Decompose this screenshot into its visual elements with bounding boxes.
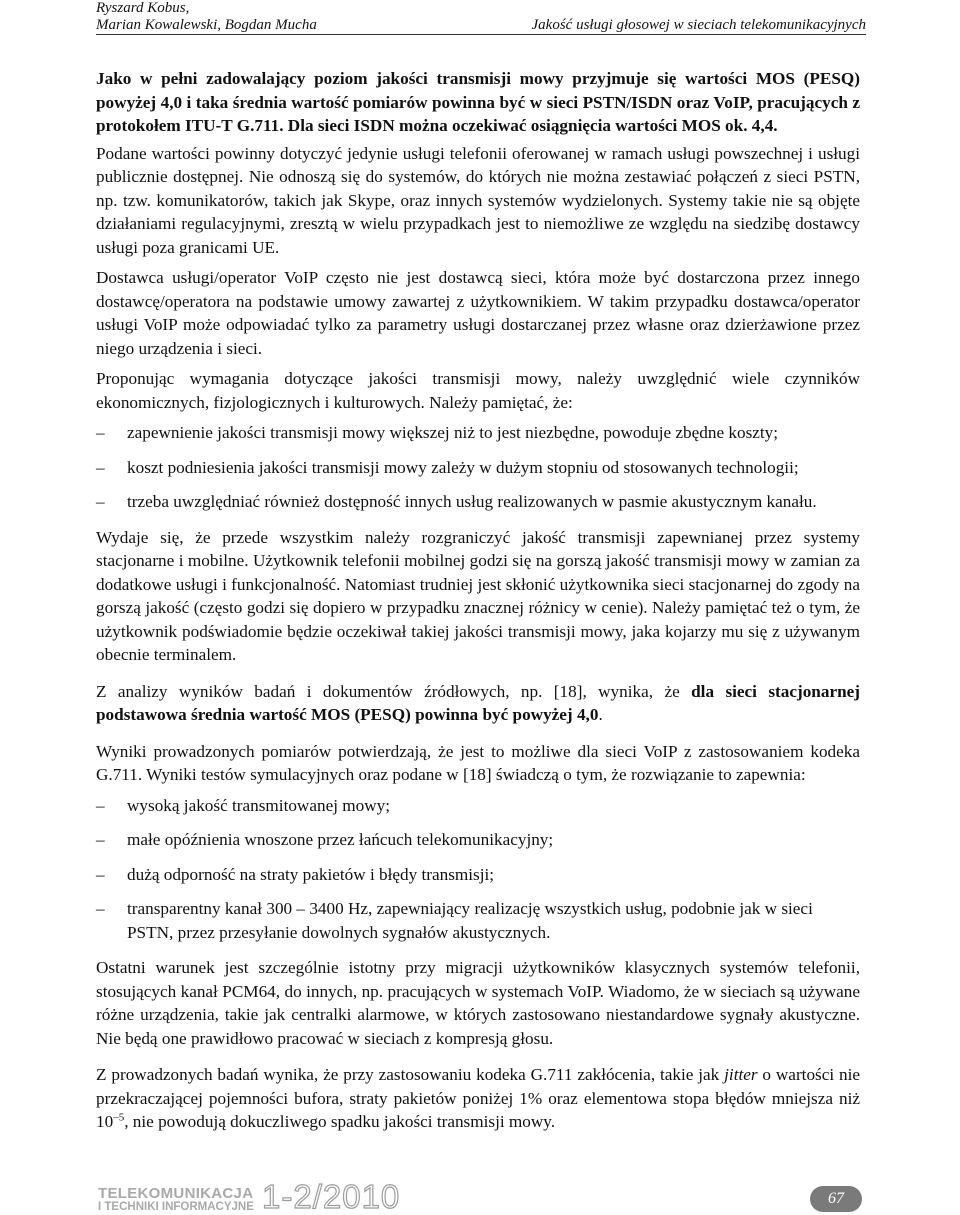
dash-marker: – xyxy=(96,864,105,884)
list-item-text: koszt podniesienia jakości transmisji mowy zależy w dużym stopniu od stosowanych technologii; xyxy=(127,457,799,477)
dash-marker: – xyxy=(96,899,105,918)
list-item-text: małe opóźnienia wnoszone przez łańcuch telekomunikacyjny; xyxy=(127,830,554,849)
list-item-text: dużą odporność na straty pakietów i błędy transmisji; xyxy=(127,864,495,884)
journal-name-line-1: TELEKOMUNIKACJA xyxy=(98,1185,254,1202)
dash-marker: – xyxy=(96,457,105,477)
list-item xyxy=(96,897,860,944)
list-item xyxy=(96,863,860,887)
intro-bold-paragraph: Jako w pełni zadowalający poziom jakości transmisji mowy przyjmuje się wartości MOS (PESQ) powyżej 4,0 i taka średnia wartość pomiarów powinna być w sieci PSTN/ISDN oraz VoIP, pracujących z protokołem ITU-T G.711. Dla sieci ISDN można oczekiwać osiągnięcia wartości MOS ok. 4,4. xyxy=(96,69,860,135)
paragraph-4: Wydaje się, że przede wszystkim należy rozgraniczyć jakość transmisji zapewnianej przez systemy stacjonarne i mobilne. Użytkownik telefonii mobilnej godzi się na gorszą jakość transmisji mowy w zamian za dodatkowe usługi i funkcjonalność. Natomiast trudniej jest skłonić użytkownika sieci stacjonarnej do zgody na gorszą jakość (często godzi się dopiero w przypadku znacznej różnicy w cenie). Należy pamiętać też o tym, że użytkownik podświadomie będzie oczekiwał takiej jakości transmisji mowy, jaka kojarzy mu się z używanym obecnie terminalem. xyxy=(96,527,860,664)
dash-marker: – xyxy=(96,795,105,815)
page-header xyxy=(96,0,866,35)
dash-marker: – xyxy=(96,423,105,442)
list-item xyxy=(96,421,860,445)
authors-line-2: Marian Kowalewski, Bogdan Mucha xyxy=(96,17,317,33)
dash-marker: – xyxy=(96,830,105,849)
list-item-text: transparentny kanał 300 – 3400 Hz, zapewniający realizację wszystkich usług, podobnie jak w sieci PSTN, przez przesyłanie dowolnych sygnałów akustycznych. xyxy=(127,899,813,942)
paragraph-7: Ostatni warunek jest szczególnie istotny przy migracji użytkowników klasycznych systemów telefonii, stosujących kanał PCM64, do innych, np. pracujących w systemach VoIP. Wiadomo, że w sieciach są używane różne urządzenia, takie jak centralki alarmowe, w których zastosowano niestandardowe sygnały akustyczne. Nie będą one prawidłowo pracować w sieciach z kompresją głosu. xyxy=(96,958,860,1048)
paragraph-2: Dostawca usługi/operator VoIP często nie jest dostawcą sieci, która może być dostarczona przez innego dostawcę/operatora na podstawie umowy zawartej z użytkownikiem. W takim przypadku dostawca/operator usługi VoIP może odpowiadać tylko za parametry usługi dostarczanej przez własne oraz dzierżawione przez niego urządzenia i sieci. xyxy=(96,268,860,358)
bullet-list-2 xyxy=(96,794,860,945)
journal-name-line-2: I TECHNIKI INFORMACYJNE xyxy=(98,1201,254,1213)
paragraph-8-italic: jitter xyxy=(724,1065,758,1084)
list-item xyxy=(96,828,860,852)
paragraph-8 xyxy=(96,1063,860,1134)
paragraph-5 xyxy=(96,680,860,727)
list-item xyxy=(96,490,860,514)
header-authors xyxy=(96,0,317,34)
authors-line-1: Ryszard Kobus, xyxy=(96,0,190,16)
dash-marker: – xyxy=(96,492,105,511)
paragraph-1: Podane wartości powinny dotyczyć jedynie usługi telefonii oferowanej w ramach usługi powszechnej i usługi publicznie dostępnej. Nie odnoszą się do systemów, do których nie można zestawiać połączeń z sieci PSTN, np. tzw. komunikatorów, takich jak Skype, oraz innych systemów wydzielonych. Systemy takie nie są objęte działaniami regulacyjnymi, zresztą w wielu przypadkach jest to niemożliwe ze względu na siedzibę dostawcy usługi poza granicami UE. xyxy=(96,143,860,257)
paragraph-3: Proponując wymagania dotyczące jakości transmisji mowy, należy uwzględnić wiele czynników ekonomicznych, fizjologicznych i kulturowych. Należy pamiętać, że: xyxy=(96,369,860,412)
paragraph-8-text-a: Z prowadzonych badań wynika, że przy zastosowaniu kodeka G.711 zakłócenia, takie jak xyxy=(96,1065,725,1084)
list-item xyxy=(96,456,860,480)
paragraph-6: Wyniki prowadzonych pomiarów potwierdzają, że jest to możliwe dla sieci VoIP z zastosowaniem kodeka G.711. Wyniki testów symulacyjnych oraz podane w [18] świadczą o tym, że rozwiązanie to zapewnia: xyxy=(96,741,860,784)
exponent: –5 xyxy=(113,1111,125,1124)
list-item-text: trzeba uwzględniać również dostępność innych usług realizowanych w pasmie akustycznym kanału. xyxy=(127,492,817,511)
paragraph-5-text: Z analizy wyników badań i dokumentów źródłowych, np. [18], wynika, że xyxy=(96,681,692,701)
paragraph-8-text-b: o wartości nie przekraczającej pojemności bufora, straty pakietów poniżej 1% oraz elementowa stopa błędów mniejsza niż 10 xyxy=(96,1065,860,1131)
list-item-text: zapewnienie jakości transmisji mowy większej niż to jest niezbędne, powoduje zbędne koszty; xyxy=(127,423,779,442)
page-footer xyxy=(96,1178,866,1214)
bullet-list-1 xyxy=(96,421,860,514)
header-article-title: Jakość usługi głosowej w sieciach telekomunikacyjnych xyxy=(531,17,866,33)
list-item-text: wysoką jakość transmitowanej mowy; xyxy=(127,795,391,815)
article-body xyxy=(96,67,860,1141)
list-item xyxy=(96,794,860,818)
page-number-badge: 67 xyxy=(810,1186,862,1212)
paragraph-5-bold: dla sieci stacjonarnej podstawowa średnia wartość MOS (PESQ) powinna być powyżej 4,0 xyxy=(96,681,860,724)
journal-logo xyxy=(98,1186,254,1214)
issue-number: 1-2/2010 xyxy=(262,1178,401,1215)
paragraph-8-text-c: , nie powodują dokuczliwego spadku jakości transmisji mowy. xyxy=(124,1112,556,1131)
paragraph-5-end: . xyxy=(598,705,603,724)
